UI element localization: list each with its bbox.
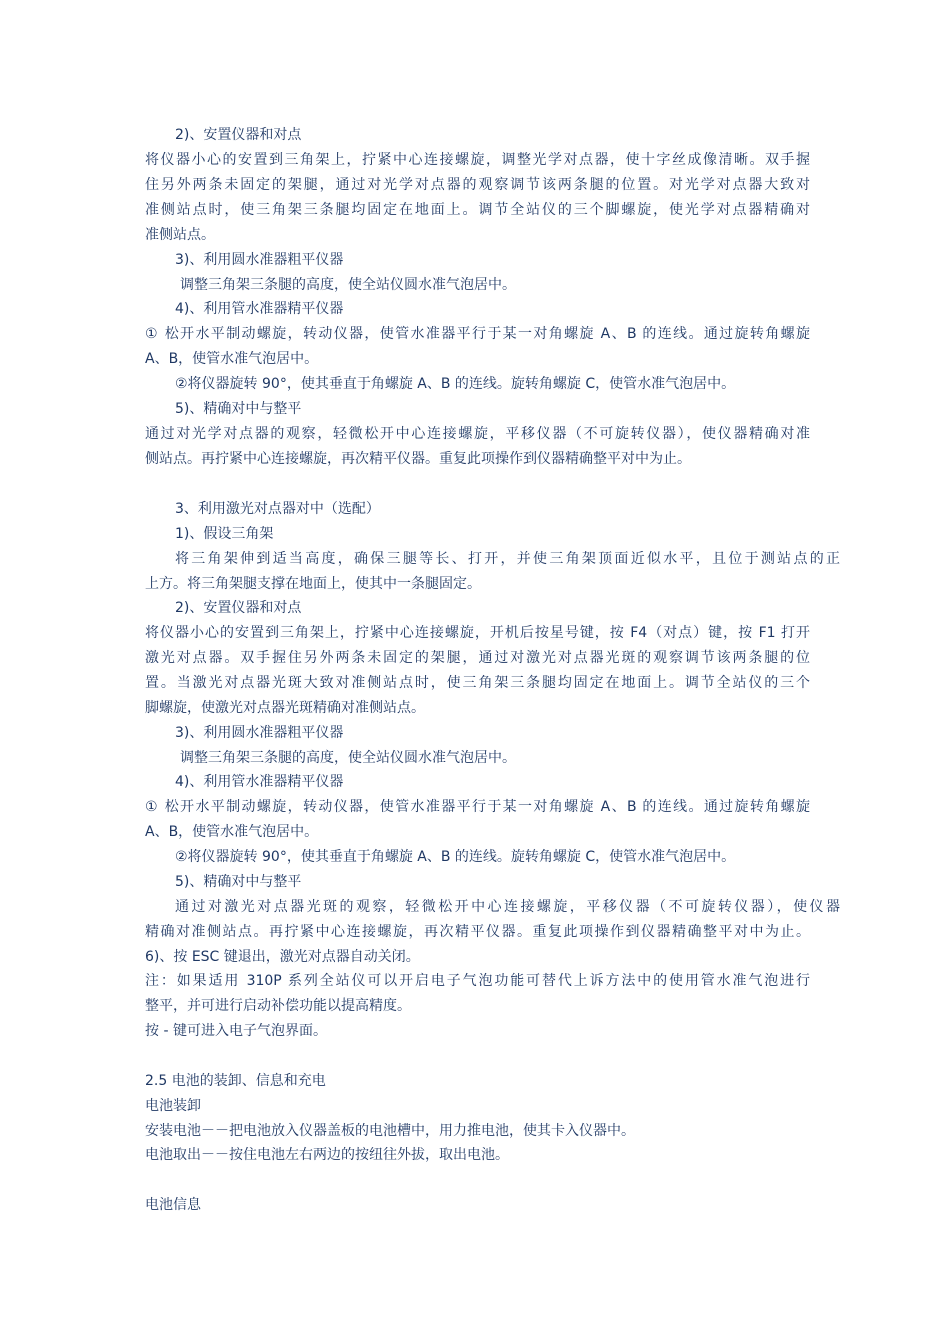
paragraph-line: 住另外两条未固定的架腿，通过对光学对点器的观察调节该两条腿的位置。对光学对点器大致对	[145, 177, 810, 193]
paragraph-line: 精确对准侧站点。再拧紧中心连接螺旋，再次精平仪器。重复此项操作到仪器精确整平对中为止。	[145, 924, 810, 940]
paragraph-line: 通过对激光对点器光斑的观察，轻微松开中心连接螺旋，平移仪器（不可旋转仪器），使仪器	[175, 899, 840, 915]
section-heading: 2.5 电池的装卸、信息和充电	[145, 1073, 326, 1089]
paragraph-line: 准侧站点。	[145, 227, 215, 243]
paragraph-line: A、B，使管水准气泡居中。	[145, 824, 319, 840]
paragraph-line: ②将仪器旋转 90°，使其垂直于角螺旋 A、B 的连线。旋转角螺旋 C，使管水准气泡居中。	[175, 376, 736, 392]
section-heading: 3)、利用圆水准器粗平仪器	[175, 252, 344, 268]
paragraph-line: 激光对点器。双手握住另外两条未固定的架腿，通过对激光对点器光斑的观察调节该两条腿的位	[145, 650, 810, 666]
paragraph-line: 将仪器小心的安置到三角架上，拧紧中心连接螺旋，调整光学对点器，使十字丝成像清晰。双手握	[145, 152, 810, 168]
paragraph-line: ① 松开水平制动螺旋，转动仪器，使管水准器平行于某一对角螺旋 A、B 的连线。通过旋转角螺旋	[145, 799, 810, 815]
paragraph-line: 安装电池－－把电池放入仪器盖板的电池槽中，用力推电池，使其卡入仪器中。	[145, 1123, 635, 1139]
section-heading: 5)、精确对中与整平	[175, 874, 302, 890]
paragraph-line: 准侧站点时，使三角架三条腿均固定在地面上。调节全站仪的三个脚螺旋，使光学对点器精确对	[145, 202, 810, 218]
paragraph-line: 侧站点。再拧紧中心连接螺旋，再次精平仪器。重复此项操作到仪器精确整平对中为止。	[145, 451, 691, 467]
section-heading: 3、利用激光对点器对中（选配）	[175, 501, 380, 517]
paragraph-line: ②将仪器旋转 90°，使其垂直于角螺旋 A、B 的连线。旋转角螺旋 C，使管水准气泡居中。	[175, 849, 736, 865]
paragraph-line: 脚螺旋，使激光对点器光斑精确对准侧站点。	[145, 700, 425, 716]
paragraph-line: A、B，使管水准气泡居中。	[145, 351, 319, 367]
section-heading: 5)、精确对中与整平	[175, 401, 302, 417]
section-heading: 2)、安置仪器和对点	[175, 600, 302, 616]
section-heading: 4)、利用管水准器精平仪器	[175, 301, 344, 317]
paragraph-line: 按 - 键可进入电子气泡界面。	[145, 1023, 327, 1039]
note-line: 整平，并可进行启动补偿功能以提高精度。	[145, 998, 411, 1014]
section-heading: 1)、假设三角架	[175, 526, 274, 542]
section-heading: 2)、安置仪器和对点	[175, 127, 302, 143]
subheading: 电池装卸	[145, 1098, 201, 1114]
paragraph-line: 上方。将三角架腿支撑在地面上，使其中一条腿固定。	[145, 576, 481, 592]
paragraph-line: 调整三角架三条腿的高度，使全站仪圆水准气泡居中。	[180, 277, 516, 293]
paragraph-line: 置。当激光对点器光斑大致对准侧站点时，使三角架三条腿均固定在地面上。调节全站仪的三个	[145, 675, 810, 691]
paragraph-line: 电池取出－－按住电池左右两边的按纽往外拔，取出电池。	[145, 1147, 509, 1163]
subheading: 电池信息	[145, 1197, 201, 1213]
paragraph-line: ① 松开水平制动螺旋，转动仪器，使管水准器平行于某一对角螺旋 A、B 的连线。通过旋转角螺旋	[145, 326, 810, 342]
paragraph-line: 6)、按 ESC 键退出，激光对点器自动关闭。	[145, 949, 420, 965]
paragraph-line: 将三角架伸到适当高度，确保三腿等长、打开，并使三角架顶面近似水平，且位于测站点的正	[175, 551, 840, 567]
note-line: 注：如果适用 310P 系列全站仪可以开启电子气泡功能可替代上诉方法中的使用管水准气泡进行	[145, 973, 810, 989]
section-heading: 4)、利用管水准器精平仪器	[175, 774, 344, 790]
section-heading: 3)、利用圆水准器粗平仪器	[175, 725, 344, 741]
paragraph-line: 将仪器小心的安置到三角架上，拧紧中心连接螺旋，开机后按星号键，按 F4（对点）键，按 F1 打开	[145, 625, 810, 641]
paragraph-line: 调整三角架三条腿的高度，使全站仪圆水准气泡居中。	[180, 750, 516, 766]
paragraph-line: 通过对光学对点器的观察，轻微松开中心连接螺旋，平移仪器（不可旋转仪器），使仪器精确对准	[145, 426, 810, 442]
